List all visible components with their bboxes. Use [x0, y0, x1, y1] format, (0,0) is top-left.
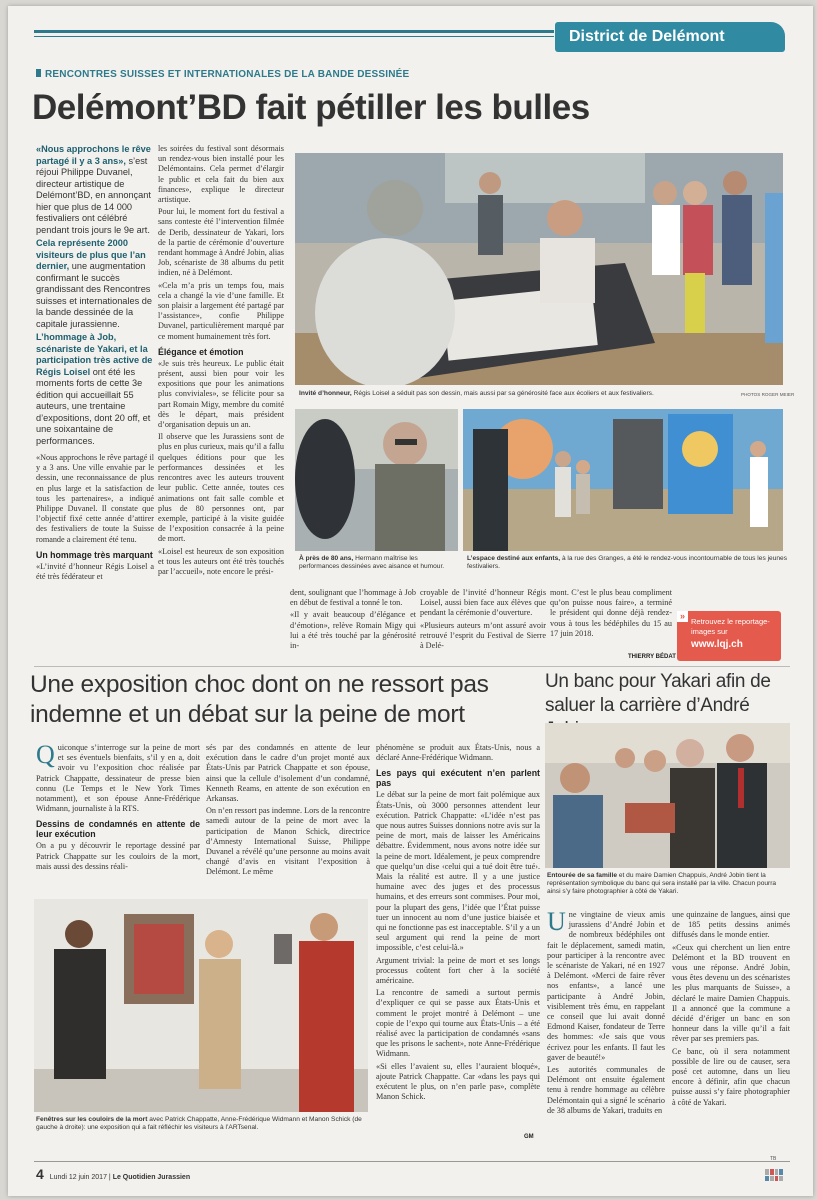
body-paragraph: Pour lui, le moment fort du festival a sans conteste été l’intervention filmée de Derib, dessinateur de Yakari, lors de la partie de cérémonie d’ouverture rendant hommage à André Jobin, alias Job, scénariste de 38 albums du petit indien, né à Delémont. [158, 207, 284, 278]
photo-illustration [545, 723, 790, 868]
article-kicker: RENCONTRES SUISSES ET INTERNATIONALES DE LA BANDE DESSINÉE [36, 69, 409, 80]
top-rule-thin [34, 36, 554, 37]
body-paragraph: sés par des condamnés en attente de leur exécution dans le cadre d’un projet monté aux États-Unis par Patrick Chappatte et son épouse, ainsi que la cellule d’isolement d’un condamné, Kenneth Reams, en attente de son exécution en Arkansas. [206, 743, 370, 804]
body-paragraph: Quiconque s’interroge sur la peine de mort et ses éventuels bienfaits, s’il y en a, doit avoir vu l’exposition choc réalisée par Patrick Chappatte, dessinateur de presse bien connu (Le Temps et le New York Times notamment), et son épouse Anne-Frédérique Widmann, journaliste à la RTS. [36, 740, 200, 814]
photo-main-caption: Invité d’honneur, Régis Loisel a séduit pas son dessin, mais aussi par sa générosité face aux écoliers et aux festivaliers. [299, 390, 654, 397]
top-rule [34, 30, 554, 33]
photo-jobin-caption: Entourée de sa famille et du maire Damien Chappuis, André Jobin tient la représentation symbolique du banc qui sera installé par la ville. Chacun pourra ainsi s’y faire photographier à côté de Yakari. [547, 872, 777, 895]
promo-text: Retrouvez le reportage-images sur [691, 617, 770, 636]
photo-guest-of-honour [295, 153, 783, 385]
body-paragraph: «Si elles l’avaient su, elles l’auraient bloqué», ajoute Patrick Chappatte. Car «dans les pays qui exécutent le plus, on n’en parle pas», complète Manon Schick. [376, 1061, 540, 1102]
body-paragraph: «Loisel est heureux de son exposition et tous les auteurs ont été très touchés par l’accueil», note encore le prési- [158, 546, 284, 576]
photo-illustration [463, 409, 783, 551]
section-divider [34, 666, 790, 667]
subheading: Dessins de condamnés en attente de leur exécution [36, 819, 200, 840]
subheading: Les pays qui exécutent n’en parlent pas [376, 768, 540, 789]
body-paragraph: «Plusieurs auteurs m’ont assuré avoir retrouvé l’esprit du Festival de Sierre à Delé- [420, 620, 546, 651]
promo-url-link[interactable]: www.lqj.ch [691, 639, 743, 650]
article3-headline: Un banc pour Yakari afin de saluer la carrière d’André [545, 671, 771, 716]
lead-paragraph-3: L’hommage à Job, scénariste de Yakari, et la participation très active de Régis Loisel ont été les moments forts de cette 3e édition qui accueillait 55 auteurs, une trentaine d’expositions, dont 20 off, et une soixantaine de performances. [36, 332, 153, 446]
photo-illustration [34, 899, 368, 1112]
drop-cap: Q [36, 740, 55, 769]
lead-paragraph-2: Cela représente 2000 visiteurs de plus que l’an dernier, une augmentation confirmant le succès grandissant des Rencontres suisses et internationales de la bande dessinée de la capitale jurassienne. [36, 238, 152, 329]
photo-jobin-bench [545, 723, 790, 868]
footer-date: Lundi 12 juin 2017 [49, 1174, 107, 1181]
subheading: Élégance et émotion [158, 346, 244, 357]
body-paragraph: croyable de l’invité d’honneur Régis Loisel, aussi bien face aux élèves que pendant la cérémonie d’ouverture. [420, 588, 546, 618]
body-paragraph: phénomène se produit aux États-Unis, nous a déclaré Anne-Frédérique Widmann. [376, 743, 540, 763]
article3-column1 [547, 907, 665, 1118]
body-paragraph: On a pu y découvrir le reportage dessiné par Patrick Chappatte sur les couloirs de la mort, mais aussi des dessins réali- [36, 841, 200, 871]
photo-exhibition [34, 899, 368, 1112]
drop-cap: U [547, 907, 566, 936]
article1-column4 [420, 588, 546, 653]
article1-signature: THIERRY BÉDAT [628, 654, 676, 660]
body-paragraph: Une vingtaine de vieux amis jurassiens d’André Jobin et de nombreux bédéphiles ont fait le déplacement, samedi matin, pour participer à la rencontre avec le scénariste de Yakari, né en 1927 à Delémont. «Merci de faire rêver nos enfants», a lancé une participante à André Jobin, visiblement très ému, en rappelant ce conseil que lui avait donné Edmond Kaiser, fondateur de Terre des hommes: «Je sais que vous écrivez pour les enfants. Il faut les gaver de beauté!» [547, 907, 665, 1062]
main-headline: Delémont’BD fait pétiller les bulles [32, 88, 590, 127]
photo-illustration [295, 409, 458, 551]
body-paragraph: «L’invité d’honneur Régis Loisel a été très fédérateur et [36, 561, 154, 582]
double-arrow-icon: » [677, 611, 688, 622]
photo-kids-caption: L’espace destiné aux enfants, à la rue des Granges, a été le rendez-vous incontournable de tous les jeunes festivaliers. [467, 555, 788, 570]
photo-hermann [295, 409, 458, 551]
article2-column1 [36, 740, 200, 874]
photo-kids-space [463, 409, 783, 551]
footer-paper-name: Le Quotidien Jurassien [112, 1174, 191, 1181]
body-paragraph: «Nous approchons le rêve partagé il y a 3 ans. Une ville envahie par le dessin, une reconnaissance de plus en plus large et la satisfaction de tous les partenaires», a indiqué Philippe Duvanel. Il constate que l’objectif fixé cette année d’attirer des festivaliers de toute la Suisse romande a clairement été tenu. [36, 453, 154, 544]
body-paragraph: «Cela m’a pris un temps fou, mais cela a changé la vie d’une famille. Et son plaisir a largement été partagé par l’assistance», confie Philippe Duvanel, particulièrement marqué par ce moment humainement très fort. [158, 280, 284, 341]
photo-illustration [295, 153, 783, 385]
page-number: 4 [36, 1166, 44, 1182]
body-paragraph: On n’en ressort pas indemne. Lors de la rencontre samedi autour de la peine de mort avec la participation de Manon Schick, directrice d’Amnesty International Suisse, Philippe Duvanel a révélé qu’une personne au moins avait changé d’avis en visitant l’exposition à Delémont. Le même [206, 806, 370, 877]
body-paragraph: les soirées du festival sont désormais un rendez-vous bien installé pour les Delémontains. Cela permet d’élargir le public et cela fait du bien aux finances», explique le directeur artistique. [158, 144, 284, 205]
photo-hermann-caption: À près de 80 ans, Hermann maîtrise les performances dessinées avec aisance et humour. [299, 555, 445, 570]
web-promo-box[interactable] [677, 611, 781, 661]
body-paragraph: Les autorités communales de Delémont ont ensuite également tenu à rendre hommage au célèbre Delémontain qui a signé le scénario de 38 albums de Yakari, traduits en [547, 1065, 665, 1115]
page-footer: 4 Lundi 12 juin 2017 | Le Quotidien Jurassien [36, 1166, 191, 1182]
paper-logo-icon [765, 1169, 783, 1181]
subheading: Un hommage très marquant [36, 549, 153, 560]
article1-column2 [158, 144, 284, 579]
photo-exhibition-caption: Fenêtres sur les couloirs de la mort avec Patrick Chappatte, Anne-Frédérique Widmann et Manon Schick (de gauche à droite): une exposition qui a fait réfléchir les visiteurs à l’ARTsenal. [36, 1116, 362, 1131]
lead-paragraph-1: «Nous approchons le rêve partagé il y a 3 ans», s’est réjoui Philippe Duvanel, directeur artistique de Delémont’BD, en annonçant hier que plus de 14 000 festivaliers ont célébré pendant trois jours le 9e art. [36, 144, 151, 235]
body-paragraph: La rencontre de samedi a surtout permis d’expliquer ce qui se passe aux États-Unis et comment le projet montré à Delémont – une copie de l’expo qui tourne aux États-Unis – a été réalisé avec la participation de condamnés «sans que les prisons le sachent», note Anne-Frédérique Widmann. [376, 988, 540, 1059]
body-paragraph: une quinzaine de langues, ainsi que de 185 petits dessins animés diffusés dans le monde entier. [672, 910, 790, 940]
body-paragraph: Le débat sur la peine de mort fait polémique aux États-Unis, où 3000 personnes attendent leur exécution. Patrick Chappatte: «L’idée n’est pas que nous autres Suisses donnions notre avis sur la peine de mort, mais de laisser les Américains débattre. Évidemment, nous avons notre idée sur la peine de mort. Idéalement, je peux comprendre que quelqu’un dise ‹celui qui a tué doit être tué›. Mais la réalité est autre. Il y a une justice humaine avec des juges et des processus humains, et des erreurs sont commises. Pour moi, pour la plupart des gens, l’idée que l’État puisse tuer un innocent au nom d’une justice biaisée et qui ne fonctionne pas est inacceptable. S’il y a un seul argument qui rend la peine de mort impossible, c’est celui-là.» [376, 790, 540, 953]
photo-credit: PHOTOS ROGER MEIER [741, 392, 795, 397]
body-paragraph: dent, soulignant que l’hommage à Job en début de festival a tonné le ton. [290, 588, 416, 608]
article1-column1 [36, 144, 154, 584]
body-paragraph: Il observe que les Jurassiens sont de plus en plus curieux, mais qu’il a fallu quelques éditions pour que les performances dessinées et les rencontres avec les auteurs trouvent leur public. Cette année, toutes ces animations ont fait salle comble et plus de 80 personnes ont, par exemple, participé à la visite guidée de l’exposition consacrée à la peine de mort. [158, 432, 284, 544]
body-paragraph: Ce banc, où il sera notamment possible de lire ou de causer, sera posé cet automne, dans un lieu encore à définir, afin que chacun puisse aussi s’y faire photographier à côté de Yakari. [672, 1046, 790, 1107]
article1-column5 [550, 588, 672, 641]
article2-signature: GM [524, 1134, 534, 1140]
body-paragraph: mont. C’est le plus beau compliment qu’on puisse nous faire», a terminé le président qui donne déjà rendez-vous à tous les bédéphiles du 15 au 17 juin 2018. [550, 588, 672, 638]
article3-column2 [672, 910, 790, 1110]
body-paragraph: «Je suis très heureux. Le public était présent, aussi bien pour voir les expositions que pour les animations plus conviviales», se félicite pour sa part Romain Migy, membre du comité dès le départ, mais président d’organisation depuis un an. [158, 358, 284, 430]
newspaper-page [8, 6, 813, 1196]
article2-headline: Une exposition choc dont on ne ressort pas indemne et un débat sur la peine de mort [30, 671, 489, 728]
article2-column3 [376, 743, 540, 1105]
article1-column3 [290, 588, 416, 653]
article2-column2 [206, 743, 370, 880]
body-paragraph: «Ceux qui cherchent un lien entre Delémont et la BD trouvent en vous une réponse. André Jobin, vous êtes devenu un des scénaristes les plus marquants de Suisse», a déclaré le maire Damien Chappuis. Il a annoncé que la commune a décidé d’ériger un banc en son honneur dans la ville qu’il a fait rêver par ses premiers pas. [672, 942, 790, 1044]
body-paragraph: «Il y avait beaucoup d’élégance et d’émotion», relève Romain Migy qui lui a été très touché par la générosité in- [290, 610, 416, 651]
section-banner: District de Delémont [555, 22, 785, 52]
page-code: TB [770, 1156, 777, 1162]
footer-rule [34, 1161, 790, 1162]
body-paragraph: Argument trivial: la peine de mort et ses longs processus coûtent fort cher à la société américaine. [376, 955, 540, 986]
